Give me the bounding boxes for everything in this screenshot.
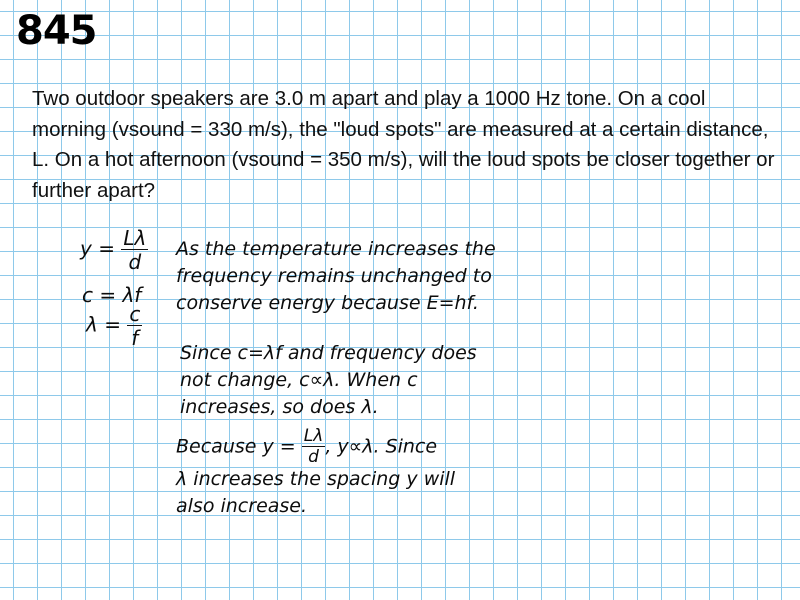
- fraction-denominator: d: [308, 447, 319, 467]
- answer-line: also increase.: [176, 495, 308, 517]
- answer-line: [176, 428, 455, 466]
- equation-spacing: [80, 228, 148, 272]
- answer-paragraph-1: [176, 236, 496, 317]
- equation-spacing-fraction: [121, 228, 148, 272]
- fraction-numerator: Lλ: [303, 426, 324, 446]
- equation-wavelength: [86, 304, 142, 348]
- problem-number: 845: [16, 8, 97, 54]
- fraction-denominator: d: [128, 250, 142, 274]
- inline-equation-fraction: [302, 428, 326, 466]
- question-text: Two outdoor speakers are 3.0 m apart and play a 1000 Hz tone. On a cool morning (vsound = 330 m/s), the "loud spots" are measured at a certain distance, L. On a hot afternoon (vsound = 350 m/s), will the loud spots be closer together or further apart?: [32, 87, 775, 202]
- answer-paragraph-2: [180, 340, 477, 421]
- proportionality-text: , y∝λ. Since: [325, 435, 438, 458]
- equation-wavelength-fraction: [127, 304, 142, 348]
- fraction-denominator: f: [131, 326, 139, 350]
- inline-equation-lhs: y =: [262, 435, 296, 458]
- answer-line: conserve energy because E=hf.: [176, 292, 479, 314]
- equation-wave-speed: c = λf: [82, 283, 142, 307]
- answer-line: not change, c∝λ. When c: [180, 369, 418, 391]
- answer-line: As the temperature increases the: [176, 238, 496, 260]
- answer-line: Since c=λf and frequency does: [180, 342, 477, 364]
- answer-line: increases, so does λ.: [180, 396, 379, 418]
- answer-line: frequency remains unchanged to: [176, 265, 492, 287]
- fraction-numerator: Lλ: [123, 226, 147, 250]
- fraction-numerator: c: [129, 302, 141, 326]
- answer-paragraph-3: [176, 428, 455, 520]
- equation-wavelength-lhs: λ =: [86, 312, 121, 337]
- equation-spacing-lhs: y =: [80, 236, 115, 261]
- because-word: Because: [176, 435, 257, 458]
- answer-line: λ increases the spacing y will: [176, 468, 456, 490]
